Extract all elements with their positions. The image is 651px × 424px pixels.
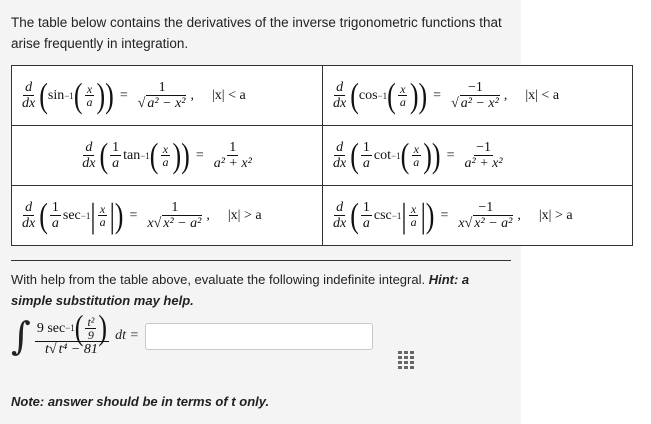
table-row <box>12 126 633 186</box>
math-keyboard-icon[interactable] <box>391 351 421 369</box>
formula-arcsin: $\frac{d}{dx}$ ( sin −1 ( $\frac{x}{a}$ ) ) = $\frac{1}{\text{√ a² − x²}}$ , |x| < a <box>12 66 323 126</box>
note-text: Note: answer should be in terms of t only. <box>11 394 270 409</box>
answer-input[interactable] <box>145 323 373 350</box>
intro-text: The table below contains the derivatives of the inverse trigonometric functions that arise frequently in integration. <box>11 15 502 51</box>
table-row <box>12 186 633 246</box>
formula-arcsec: $\frac{d}{dx}$ ( $\frac{1}{a}$ sec −1 | $\frac{x}{a}$ | ) = $\frac{1}{\text{x√ x² − a²}}$ , |x| > a <box>12 186 323 246</box>
question-prompt <box>11 269 511 311</box>
formula-arccsc: $\frac{d}{dx}$ ( $\frac{1}{a}$ csc −1 | $\frac{x}{a}$ | ) = $\frac{-1}{\text{x√ x² − a²}}$ , |x| > a <box>323 186 633 246</box>
hint-text: Hint: a simple substitution may help. <box>11 272 470 308</box>
integral-sign: ∫ <box>11 314 31 358</box>
formula-arccot: $\frac{d}{dx}$ ( $\frac{1}{a}$ cot −1 ( $\frac{x}{a}$ ) ) = $\frac{-1}{\text{a² + x²}}$ <box>323 126 633 186</box>
derivatives-table <box>11 65 633 246</box>
formula-arccos: $\frac{d}{dx}$ ( cos −1 ( $\frac{x}{a}$ ) ) = $\frac{-1}{\text{√ a² − x²}}$ , |x| < a <box>323 66 633 126</box>
prompt-text: With help from the table above, evaluate the following indefinite integral. <box>11 272 429 287</box>
integral-expression <box>11 307 373 358</box>
dt-equals: dt = <box>115 328 139 343</box>
integrand: 9 sec −1 ( $\frac{\text{t²}}{9}$ ) t√ t⁴ − 81 <box>36 307 108 357</box>
section-divider <box>11 260 511 261</box>
formula-arctan: $\frac{d}{dx}$ ( $\frac{1}{a}$ tan −1 ( $\frac{x}{a}$ ) ) = $\frac{1}{\text{a² + x²}}$ <box>12 126 323 186</box>
table-row <box>12 66 633 126</box>
